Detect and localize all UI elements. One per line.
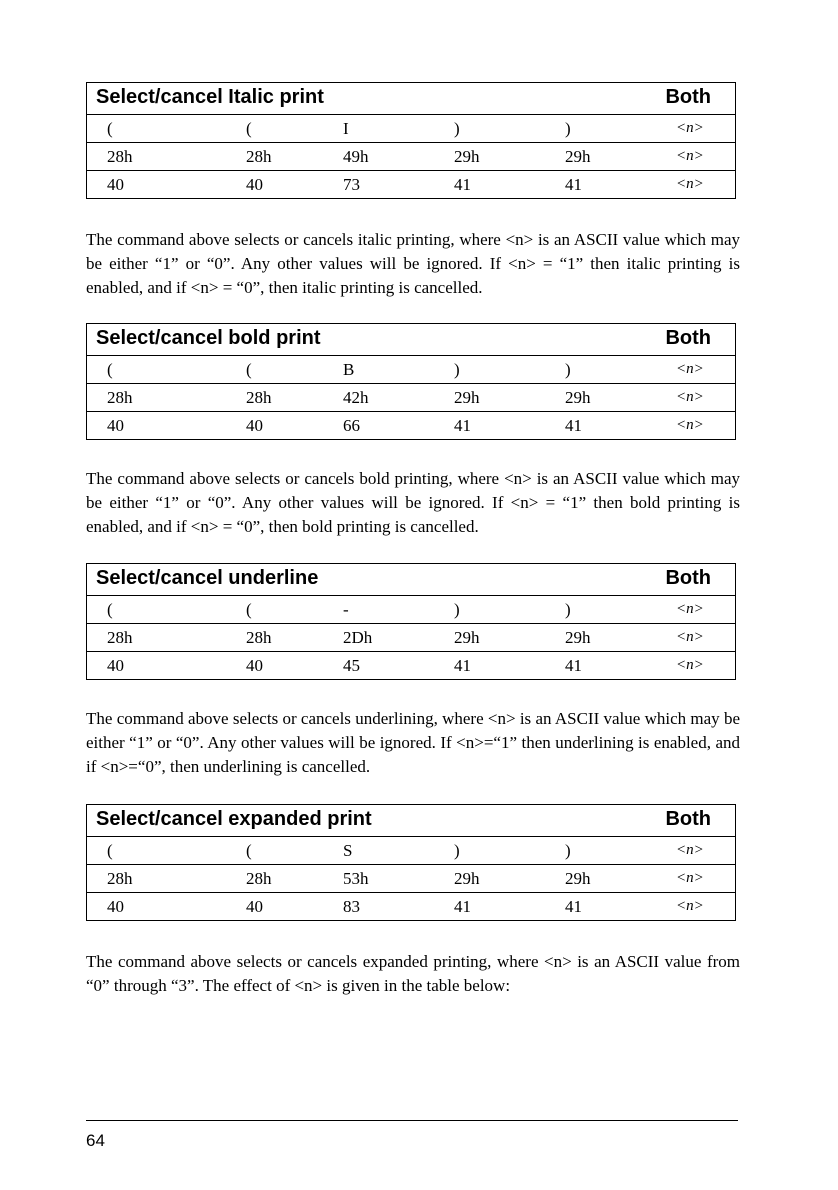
mode-label: Both: [665, 86, 711, 108]
table-cell: ): [454, 119, 460, 138]
description-text: The command above selects or cancels italic printing, where <n> is an ASCII value which may be either “1” or “0”. Any other values will be ignored. If <n> = “1” then italic printing is enabled, and if <n> = “0”, then italic printing is cancelled.: [86, 230, 740, 297]
table-cell: <n>: [676, 389, 704, 405]
table-cell: 66: [343, 416, 360, 435]
table-cell: S: [343, 841, 353, 860]
table-cell: 28h: [107, 628, 133, 647]
ascii-row: [87, 596, 735, 623]
description-text: The command above selects or cancels expanded printing, where <n> is an ASCII value from “0” through “3”. The effect of <n> is given in the table below:: [86, 952, 740, 995]
ascii-row: [87, 115, 735, 142]
table-cell: ): [454, 600, 460, 619]
table-cell: ): [454, 360, 460, 379]
table-cell: 41: [454, 175, 471, 194]
table-title: Select/cancel Italic print: [96, 86, 324, 108]
table-cell: 28h: [107, 869, 133, 888]
table-cell: 28h: [107, 388, 133, 407]
table-cell: <n>: [676, 361, 704, 377]
decimal-row: [87, 170, 735, 198]
table-cell: <n>: [676, 601, 704, 617]
ascii-row: [87, 837, 735, 864]
table-cell: <n>: [676, 842, 704, 858]
table-cell: <n>: [676, 417, 704, 433]
decimal-row: [87, 892, 735, 920]
table-cell: 41: [565, 656, 582, 675]
expanded-description: [86, 950, 740, 998]
table-cell: (: [246, 360, 252, 379]
table-cell: 29h: [565, 628, 591, 647]
table-cell: 45: [343, 656, 360, 675]
table-cell: 28h: [246, 147, 272, 166]
table-cell: <n>: [676, 176, 704, 192]
table-cell: -: [343, 600, 349, 619]
table-cell: 41: [565, 175, 582, 194]
table-title: Select/cancel bold print: [96, 327, 321, 349]
table-header: [87, 805, 735, 837]
table-cell: ): [565, 119, 571, 138]
description-text: The command above selects or cancels bold printing, where <n> is an ASCII value which may be either “1” or “0”. Any other values will be ignored. If <n> = “1” then bold printing is enabled, and if <n> = “0”, then bold printing is cancelled.: [86, 469, 740, 536]
underline-description: [86, 707, 740, 779]
table-header: [87, 324, 735, 356]
table-cell: 40: [107, 175, 124, 194]
table-cell: 29h: [565, 147, 591, 166]
table-cell: B: [343, 360, 355, 379]
table-cell: 2Dh: [343, 628, 373, 647]
table-cell: 41: [565, 897, 582, 916]
table-cell: 28h: [107, 147, 133, 166]
table-title: Select/cancel expanded print: [96, 808, 372, 830]
table-cell: 40: [107, 656, 124, 675]
table-cell: 41: [454, 656, 471, 675]
table-cell: <n>: [676, 657, 704, 673]
hex-row: [87, 623, 735, 651]
table-cell: I: [343, 119, 349, 138]
table-cell: <n>: [676, 870, 704, 886]
table-cell: (: [107, 119, 113, 138]
hex-row: [87, 864, 735, 892]
table-cell: 40: [246, 175, 263, 194]
table-cell: 42h: [343, 388, 369, 407]
mode-label: Both: [665, 567, 711, 589]
hex-row: [87, 142, 735, 170]
table-cell: 29h: [454, 388, 480, 407]
table-cell: 40: [107, 897, 124, 916]
table-title: Select/cancel underline: [96, 567, 319, 589]
table-cell: 41: [454, 416, 471, 435]
table-cell: <n>: [676, 898, 704, 914]
table-cell: 40: [246, 897, 263, 916]
table-cell: <n>: [676, 120, 704, 136]
expanded-command-table: [86, 804, 736, 921]
decimal-row: [87, 411, 735, 439]
table-cell: <n>: [676, 148, 704, 164]
table-cell: 49h: [343, 147, 369, 166]
page-number: 64: [86, 1131, 105, 1150]
mode-label: Both: [665, 808, 711, 830]
description-text: The command above selects or cancels underlining, where <n> is an ASCII value which may be either “1” or “0”. Any other values will be ignored. If <n>=“1” then underlining is enabled, and if <n>=“0”, then underlining is cancelled.: [86, 709, 740, 776]
table-cell: 41: [565, 416, 582, 435]
italic-description: [86, 228, 740, 300]
table-cell: ): [565, 360, 571, 379]
hex-row: [87, 383, 735, 411]
table-cell: 73: [343, 175, 360, 194]
table-cell: 40: [246, 416, 263, 435]
table-cell: 28h: [246, 628, 272, 647]
ascii-row: [87, 356, 735, 383]
footer-divider: [86, 1120, 738, 1121]
table-header: [87, 564, 735, 596]
table-cell: (: [107, 360, 113, 379]
underline-command-table: [86, 563, 736, 680]
table-cell: 29h: [454, 147, 480, 166]
table-cell: (: [246, 600, 252, 619]
table-cell: 29h: [454, 628, 480, 647]
table-cell: 40: [246, 656, 263, 675]
table-cell: 28h: [246, 869, 272, 888]
table-cell: (: [107, 600, 113, 619]
table-header: [87, 83, 735, 115]
table-cell: ): [565, 841, 571, 860]
table-cell: 28h: [246, 388, 272, 407]
table-cell: 83: [343, 897, 360, 916]
table-cell: 29h: [565, 869, 591, 888]
table-cell: (: [107, 841, 113, 860]
table-cell: ): [454, 841, 460, 860]
table-cell: 29h: [565, 388, 591, 407]
mode-label: Both: [665, 327, 711, 349]
table-cell: 53h: [343, 869, 369, 888]
italic-command-table: [86, 82, 736, 199]
table-cell: 41: [454, 897, 471, 916]
table-cell: <n>: [676, 629, 704, 645]
bold-description: [86, 467, 740, 539]
table-cell: (: [246, 119, 252, 138]
table-cell: (: [246, 841, 252, 860]
table-cell: 29h: [454, 869, 480, 888]
decimal-row: [87, 651, 735, 679]
table-cell: 40: [107, 416, 124, 435]
table-cell: ): [565, 600, 571, 619]
bold-command-table: [86, 323, 736, 440]
